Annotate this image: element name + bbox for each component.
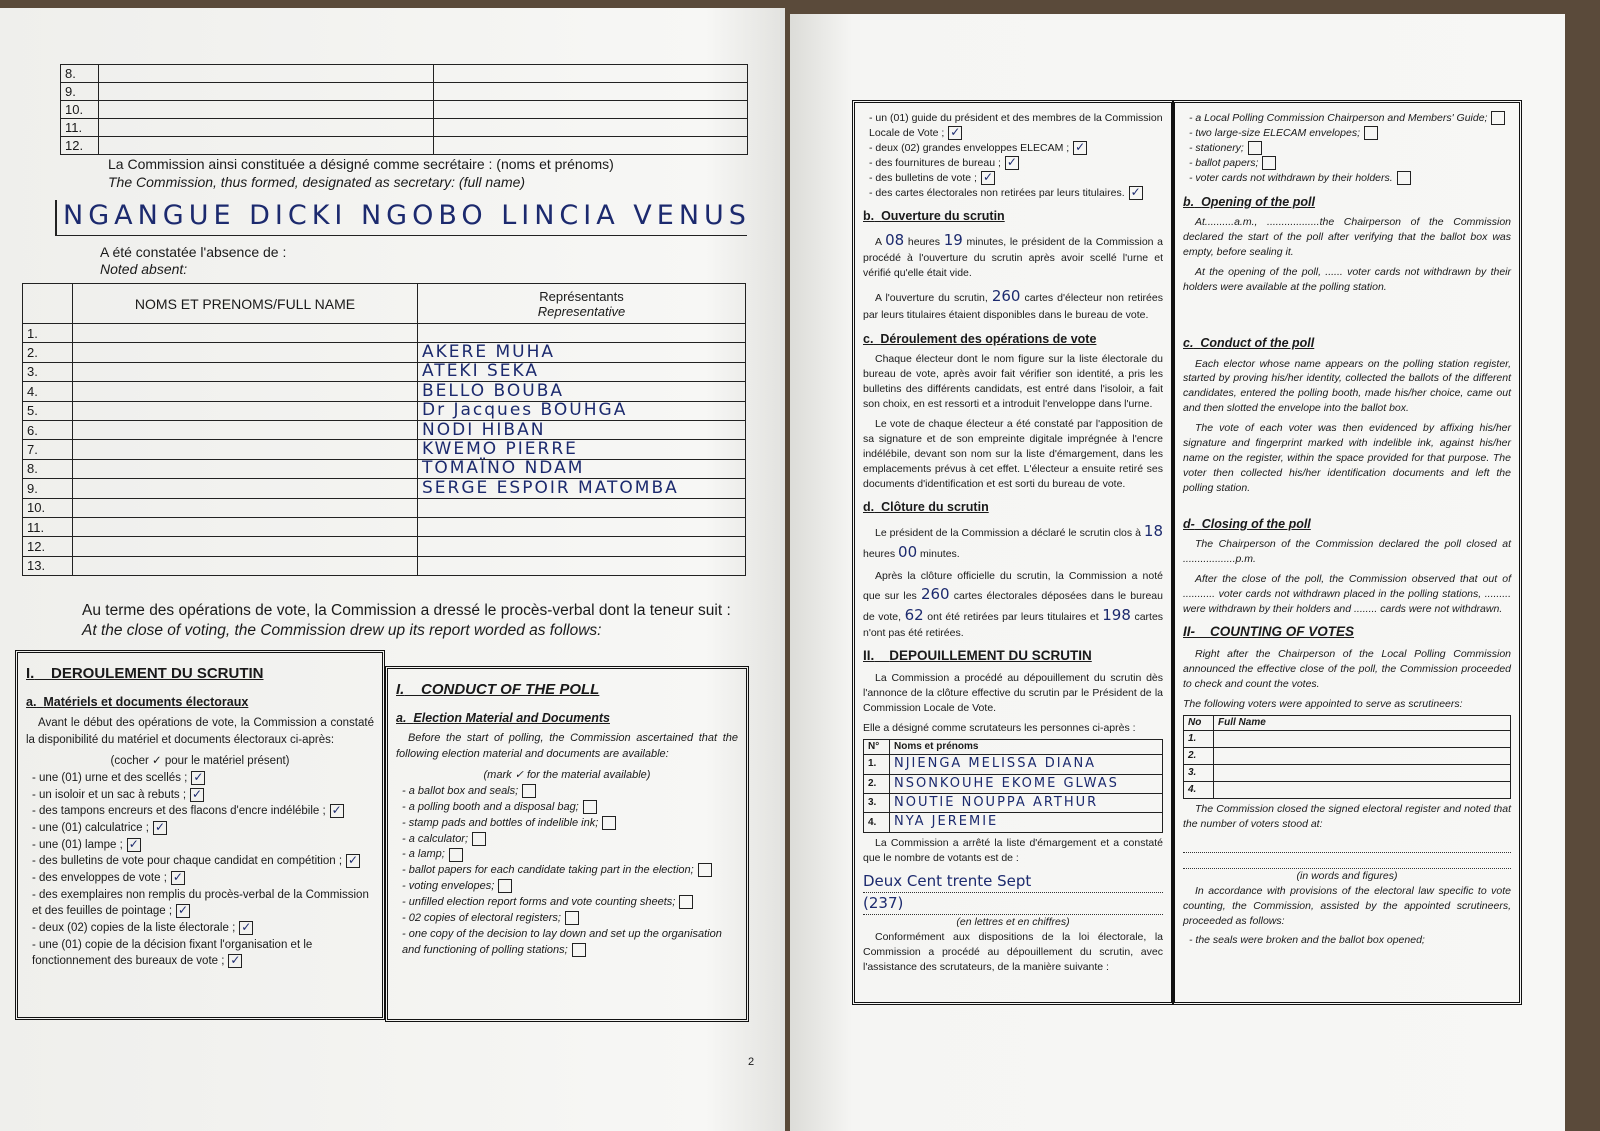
list-item: - the seals were broken and the ballot box opened; (1189, 934, 1425, 947)
closing-text-en: At the close of voting, the Commission drew up its report worded as follows: (82, 622, 602, 639)
checkbox[interactable] (498, 879, 512, 893)
material-item (32, 937, 374, 970)
item-label: - a lamp; (402, 848, 445, 861)
col-rep-en: Representative (537, 303, 626, 319)
item-label: - deux (02) grandes enveloppes ELECAM ; (869, 141, 1070, 154)
voters-blank-line (1183, 837, 1511, 853)
material-item (32, 787, 374, 804)
sub-title: Ouverture du scrutin (881, 209, 1005, 224)
name-cell (73, 362, 418, 381)
paragraph: Conformément aux dispositions de la loi électorale, la Commission a procédé au dépouillement du scrutin, avec l'assistance des scrutateurs, de la manière suivante : (863, 931, 1163, 974)
item-label: - une (01) lampe ; (32, 838, 123, 851)
paragraph: At..........a.m., ..................the Chairperson of the Commission declared the start of the poll after verifying that the ballot box was empty, before sealing it. (1183, 216, 1511, 259)
table-row (61, 65, 748, 83)
opening-hours: 08 (885, 231, 905, 250)
item-label: - a Local Polling Commission Chairperson and Members' Guide; (1189, 112, 1488, 124)
table-row (23, 498, 746, 517)
hint: (en lettres et en chiffres) (956, 916, 1070, 929)
opening-minutes: 19 (943, 231, 963, 250)
sub-num: a. (396, 710, 407, 725)
checkbox[interactable] (522, 784, 536, 798)
row-number: 8. (61, 65, 99, 83)
row-number: 9. (61, 83, 99, 101)
col-rep-fr: Représentants (539, 288, 624, 304)
paragraph: The Commission closed the signed electoral register and noted that the number of voters stood at: (1183, 802, 1511, 830)
table-row (23, 517, 746, 536)
material-item (32, 920, 374, 937)
material-item (869, 186, 1163, 201)
col-name: NOMS ET PRENOMS/FULL NAME (73, 284, 418, 324)
scrutineer-name: NYA JEREMIE (890, 813, 1163, 832)
checked-checkbox[interactable]: ✓ (172, 869, 183, 884)
checkbox[interactable] (1364, 126, 1378, 140)
col-representative (418, 284, 746, 324)
checkbox[interactable] (1248, 141, 1262, 155)
instruction: (mark ✓ for the material available) (483, 768, 651, 781)
intro: Before the start of polling, the Commission ascertained that the following election material and documents are available: (396, 731, 738, 760)
row-number: 13. (23, 556, 73, 575)
absent-table (22, 283, 746, 576)
item-label: - deux (02) copies de la liste électorale ; (32, 921, 236, 934)
cell (434, 137, 748, 155)
sub-title: Election Material and Documents (413, 710, 610, 725)
paragraph: The Chairperson of the Commission declared the poll closed at ..................p.m. (1183, 538, 1511, 566)
closing-text-fr: Au terme des opérations de vote, la Commission a dressé le procès-verbal dont la teneur suit : (82, 602, 731, 619)
material-item (32, 770, 374, 787)
name-cell (73, 459, 418, 478)
absent-label-en: Noted absent: (100, 261, 188, 277)
checked-checkbox[interactable]: ✓ (331, 803, 342, 818)
checked-checkbox[interactable]: ✓ (193, 769, 204, 784)
table-row (61, 101, 748, 119)
material-item (402, 832, 738, 848)
row-number: 1. (23, 324, 73, 343)
sub-title: Opening of the poll (1201, 194, 1315, 209)
checked-checkbox[interactable]: ✓ (241, 919, 252, 934)
table-row (23, 440, 746, 459)
name-cell (73, 420, 418, 439)
material-item (402, 879, 738, 895)
sub-title: Matériels et documents électoraux (43, 694, 249, 709)
sub-title: Conduct of the poll (1200, 335, 1315, 350)
item-label: - des exemplaires non remplis du procès-verbal de la Commission et des feuilles de pointage ; (32, 888, 369, 918)
item-label: - voting envelopes; (402, 880, 495, 893)
voters-in-figures: (237) (863, 893, 1163, 915)
scrutineer-row (1184, 730, 1511, 747)
material-item (402, 800, 738, 816)
checkbox[interactable] (1397, 171, 1411, 185)
representative-cell (418, 324, 746, 343)
opening-cards: 260 (991, 287, 1021, 306)
representative-cell (418, 517, 746, 536)
text: minutes, le président de la Commission a procédé à l'ouverture du scrutin après avoir scellé l'urne et vérifié qu'elle était vide. (863, 236, 1164, 280)
sub-num: d- (1183, 516, 1195, 531)
material-item (869, 111, 1163, 141)
section-num: I. (396, 681, 405, 698)
representative-cell: Dr Jacques BOUHGA (418, 401, 746, 420)
row-number: 6. (23, 420, 73, 439)
section-title: COUNTING OF VOTES (1210, 624, 1355, 639)
scrutineer-name: NOUTIE NOUPPA ARTHUR (890, 794, 1163, 813)
total-cards: 260 (920, 584, 950, 603)
hint: (in words and figures) (1296, 869, 1398, 882)
table-row (23, 343, 746, 362)
voters-blank-line (1183, 853, 1511, 869)
cell (434, 119, 748, 137)
checked-checkbox[interactable]: ✓ (192, 786, 203, 801)
item-label: - ballot papers; (1189, 156, 1259, 169)
item-label: - two large-size ELECAM envelopes; (1189, 126, 1360, 139)
item-label: - 02 copies of electoral registers; (402, 912, 561, 925)
row-number: 10. (61, 101, 99, 119)
item-label: - stamp pads and bottles of indelible ink; (402, 816, 599, 829)
row-number: 4. (864, 813, 890, 832)
scrutineers-table-en (1183, 715, 1511, 799)
paragraph: Right after the Chairperson of the Local Polling Commission announced the effective close of the poll, the Commission proceeded to check and count the votes. (1183, 648, 1511, 690)
table-row (61, 119, 748, 137)
material-item (32, 887, 374, 920)
row-number: 3. (864, 794, 890, 813)
item-label: - a ballot box and seals; (402, 784, 519, 797)
checked-checkbox[interactable]: ✓ (348, 853, 359, 868)
item-label: - une (01) copie de la décision fixant l'organisation et le fonctionnement des bureaux de vote ; (32, 938, 313, 968)
checkbox[interactable] (1262, 156, 1276, 170)
checkbox[interactable] (1491, 111, 1505, 125)
sub-num: b. (1183, 194, 1195, 209)
row-number: 2. (1184, 747, 1214, 764)
material-item (32, 803, 374, 820)
item-label: - unfilled election report forms and vote counting sheets; (402, 896, 676, 909)
name-cell (73, 479, 418, 498)
sub-title: Déroulement des opérations de vote (880, 331, 1097, 346)
item-label: - a polling booth and a disposal bag; (402, 800, 579, 813)
row-number: 10. (23, 498, 73, 517)
item-label: - des cartes électorales non retirées par leurs titulaires. (869, 186, 1125, 199)
checkbox[interactable] (449, 848, 463, 862)
col-no: N° (864, 739, 890, 754)
material-item (402, 895, 738, 911)
paragraph: La Commission a procédé au dépouillement du scrutin dès l'annonce de la clôture effective du scrutin par le Président de la Commission Locale de Vote. (863, 672, 1163, 715)
table-row (23, 324, 746, 343)
col-name: Noms et prénoms (890, 739, 1163, 754)
scrutineer-name (1214, 747, 1511, 764)
sub-num: d. (863, 500, 875, 515)
cell (99, 101, 434, 119)
scrutineer-row (864, 774, 1163, 793)
cell (434, 65, 748, 83)
material-item (402, 784, 738, 800)
section-title: DEPOUILLEMENT DU SCRUTIN (889, 648, 1092, 664)
paragraph: In accordance with provisions of the electoral law specific to vote counting, the Commission, assisted by the appointed scrutineers, proceeded as follows: (1183, 884, 1511, 927)
scrutineer-name (1214, 781, 1511, 798)
right-box-en (1172, 100, 1522, 1005)
cell (99, 119, 434, 137)
item-label: - des bulletins de vote ; (869, 171, 977, 184)
scrutineer-name: NSONKOUHE EKOME GLWAS (890, 774, 1163, 793)
checked-checkbox[interactable]: ✓ (230, 953, 241, 968)
scrutineer-row (1184, 764, 1511, 781)
material-item (1189, 111, 1511, 126)
item-label: - des tampons encreurs et des flacons d'encre indélébile ; (32, 805, 326, 818)
right-page (790, 14, 1565, 1131)
sub-num: b. (863, 209, 875, 224)
checked-checkbox[interactable]: ✓ (1006, 154, 1017, 169)
paragraph: Le vote de chaque électeur a été constaté par l'apposition de sa signature et de son empreinte digitale imprégnée à l'encre indélébile, devant son nom sur la liste d'émargement, dans les emplacements prévus à cet effet. L'électeur a ensuite retiré ses documents d'identification et est sorti du bureau de vote. (863, 417, 1163, 490)
text: cartes électorales déposées dans le bureau de vote, (863, 589, 1163, 623)
checkbox[interactable] (679, 895, 693, 909)
name-cell (73, 537, 418, 556)
table-row (23, 537, 746, 556)
conduct-box-fr (15, 650, 385, 1020)
sub-num: c. (863, 331, 874, 346)
paragraph: Each elector whose name appears on the polling station register, started by proving his/her identity, collected the ballots of the different candidates, entered the polling booth, made his/her choice, came out and then slotted the envelope into the ballot box. (1183, 357, 1511, 415)
checked-checkbox[interactable]: ✓ (154, 819, 165, 834)
table-row (61, 137, 748, 155)
name-cell (73, 401, 418, 420)
table-row (61, 83, 748, 101)
table-row (23, 479, 746, 498)
representative-cell: AKERE MUHA (418, 343, 746, 362)
material-item (402, 927, 738, 959)
text: A (875, 236, 882, 249)
secretary-label-fr: La Commission ainsi constituée a désigné comme secrétaire : (noms et prénoms) (108, 156, 614, 172)
checked-checkbox[interactable]: ✓ (1130, 184, 1141, 199)
material-item (1189, 171, 1511, 186)
scrutineer-name (1214, 730, 1511, 747)
withdrawn-cards: 62 (904, 605, 924, 624)
text: cartes n'ont pas été retirées. (863, 610, 1164, 640)
paragraph: The following voters were appointed to serve as scrutineers: (1183, 697, 1463, 710)
text: cartes d'électeur non retirées par leurs titulaires étaient disponibles dans le bureau de vote. (863, 292, 1163, 321)
left-page (0, 8, 785, 1131)
row-number: 1. (864, 755, 890, 774)
checkbox[interactable] (472, 832, 486, 846)
row-number: 11. (61, 119, 99, 137)
absent-label-fr: A été constatée l'absence de : (100, 244, 287, 260)
checkbox[interactable] (583, 800, 597, 814)
name-cell (73, 517, 418, 536)
item-label: - une (01) urne et des scellés ; (32, 771, 188, 784)
row-number: 5. (23, 401, 73, 420)
right-box-fr (852, 100, 1174, 1005)
page-number: 2 (748, 1056, 755, 1068)
section-num: II- (1183, 624, 1195, 639)
table-row (23, 556, 746, 575)
paragraph: Elle a désigné comme scrutateurs les personnes ci-après : (863, 722, 1136, 735)
text: ont été retirées par leurs titulaires et (927, 610, 1099, 623)
material-item (869, 171, 1163, 186)
paragraph: After the close of the poll, the Commission observed that out of ........... voter cards not withdrawn placed in the polling stations, ......... were withdrawn by their holders and ........ cards were not withdrawn. (1183, 573, 1511, 616)
checked-checkbox[interactable]: ✓ (982, 169, 994, 184)
material-item (1189, 156, 1511, 171)
intro: Avant le début des opérations de vote, la Commission a constaté la disponibilité du matériel et documents électoraux ci-après: (26, 716, 374, 746)
name-cell (73, 440, 418, 459)
name-cell (73, 498, 418, 517)
item-label: - un isoloir et un sac à rebuts ; (32, 788, 187, 801)
item-label: - voter cards not withdrawn by their holders. (1189, 171, 1393, 184)
checkbox[interactable] (565, 911, 579, 925)
table-row (23, 420, 746, 439)
checked-checkbox[interactable]: ✓ (128, 836, 139, 851)
sub-title: Clôture du scrutin (881, 500, 989, 515)
cell (99, 137, 434, 155)
representative-cell: SERGE ESPOIR MATOMBA (418, 479, 746, 498)
name-cell (73, 556, 418, 575)
scrutineer-name (1214, 764, 1511, 781)
representative-cell: KWEMO PIERRE (418, 440, 746, 459)
paragraph: At the opening of the poll, ...... voter cards not withdrawn by their holders were available at the polling station. (1183, 266, 1511, 293)
item-label: - ballot papers for each candidate taking part in the election; (402, 864, 694, 877)
representative-cell (418, 537, 746, 556)
name-cell (73, 343, 418, 362)
sub-num: c. (1183, 335, 1194, 350)
paragraph: Chaque électeur dont le nom figure sur la liste électorale du bureau de vote, après avoir fait vérifier son identité, a pris les bulletins des différents candidats, est entré dans l'isoloir, a fait son choix, en est ressorti et a introduit l'enveloppe dans l'urne. (863, 353, 1163, 410)
material-item (32, 853, 374, 870)
item-label: - one copy of the decision to lay down and set up the organisation and functioning of polling stations; (402, 928, 722, 957)
checked-checkbox[interactable]: ✓ (1075, 140, 1086, 155)
item-label: - des bulletins de vote pour chaque candidat en compétition ; (32, 855, 343, 868)
item-label: - des fournitures de bureau ; (869, 156, 1001, 169)
paragraph: The vote of each voter was then evidenced by affixing his/her signature and fingerprint marked with indelible ink, against his/her name on the register, within the space provided for that purpose. The voter then collected his/her identification documents and left the polling station. (1183, 422, 1511, 494)
row-number: 3. (1184, 764, 1214, 781)
representative-cell (418, 498, 746, 517)
voters-in-words: Deux Cent trente Sept (863, 871, 1163, 893)
row-number: 7. (23, 440, 73, 459)
representative-cell (418, 556, 746, 575)
item-label: - un (01) guide du président et des membres de la Commission Locale de Vote ; (869, 112, 1163, 139)
text: heures (907, 236, 941, 249)
material-item (1189, 126, 1511, 141)
sub-title: Closing of the poll (1201, 516, 1311, 531)
section-title: CONDUCT OF THE POLL (421, 681, 600, 698)
checked-checkbox[interactable]: ✓ (178, 903, 189, 918)
item-label: - une (01) calculatrice ; (32, 821, 149, 834)
row-number: 3. (23, 362, 73, 381)
row-number: 1. (1184, 730, 1214, 747)
material-item (402, 911, 738, 927)
checkbox[interactable] (698, 863, 712, 877)
text: Après la clôture officielle du scrutin, la Commission a noté que sur les (863, 569, 1163, 602)
section-num: I. (26, 665, 35, 682)
scrutineers-table-fr (863, 739, 1163, 833)
not-withdrawn-cards: 198 (1102, 605, 1131, 624)
table-row (23, 459, 746, 478)
item-label: - a calculator; (402, 832, 469, 845)
row-number: 4. (23, 382, 73, 401)
text: Le président de la Commission a déclaré le scrutin clos à (875, 527, 1141, 540)
item-label: - des enveloppes de vote ; (32, 871, 167, 884)
table-row (23, 382, 746, 401)
table-row (23, 401, 746, 420)
section-num: II. (863, 648, 875, 664)
cell (99, 83, 434, 101)
checked-checkbox[interactable]: ✓ (950, 125, 961, 140)
row-number: 12. (61, 137, 99, 155)
closing-hours: 18 (1143, 522, 1164, 541)
text: A l'ouverture du scrutin, (875, 292, 988, 305)
representative-cell: BELLO BOUBA (418, 382, 746, 401)
paragraph: La Commission a arrêté la liste d'émargement et a constaté que le nombre de votants est de : (863, 836, 1163, 864)
material-item (32, 870, 374, 887)
row-number: 8. (23, 459, 73, 478)
representative-cell: NODI HIBAN (418, 420, 746, 439)
table-row (23, 362, 746, 381)
representative-cell: ATEKI SEKA (418, 362, 746, 381)
closing-minutes: 00 (898, 543, 918, 562)
material-item (402, 847, 738, 863)
name-cell (73, 382, 418, 401)
secretary-label-en: The Commission, thus formed, designated as secretary: (full name) (108, 174, 526, 190)
material-item (402, 816, 738, 832)
col-no: No (1184, 715, 1214, 730)
scrutineer-row (864, 794, 1163, 813)
representative-cell: TOMAÏNO NDAM (418, 459, 746, 478)
instruction: (cocher ✓ pour le matériel présent) (110, 755, 290, 768)
scrutineer-row (1184, 747, 1511, 764)
section-title: DEROULEMENT DU SCRUTIN (51, 665, 264, 682)
secretary-name: NGANGUE DICKI NGOBO LINCIA VENUS (55, 200, 747, 236)
row-number: 9. (23, 479, 73, 498)
scrutineer-row (864, 813, 1163, 832)
row-number: 12. (23, 537, 73, 556)
material-item (32, 837, 374, 854)
members-table-continued (60, 64, 748, 155)
material-item (869, 156, 1163, 171)
cell (434, 101, 748, 119)
name-cell (73, 324, 418, 343)
cell (99, 65, 434, 83)
row-number: 4. (1184, 781, 1214, 798)
material-item (869, 141, 1163, 156)
material-item (1189, 141, 1511, 156)
col-name: Full Name (1214, 715, 1511, 730)
item-label: - stationery; (1189, 141, 1244, 154)
material-item (402, 863, 738, 879)
text: heures (863, 548, 896, 561)
sub-num: a. (26, 694, 37, 709)
material-item (32, 820, 374, 837)
scrutineer-name: NJIENGA MELISSA DIANA (890, 755, 1163, 774)
cell (434, 83, 748, 101)
scrutineer-row (864, 755, 1163, 774)
row-number: 11. (23, 517, 73, 536)
checkbox[interactable] (602, 816, 616, 830)
row-number: 2. (864, 774, 890, 793)
scrutineer-row (1184, 781, 1511, 798)
row-number: 2. (23, 343, 73, 362)
conduct-box-en (385, 666, 749, 1022)
checkbox[interactable] (572, 943, 586, 957)
text: minutes. (920, 548, 960, 561)
